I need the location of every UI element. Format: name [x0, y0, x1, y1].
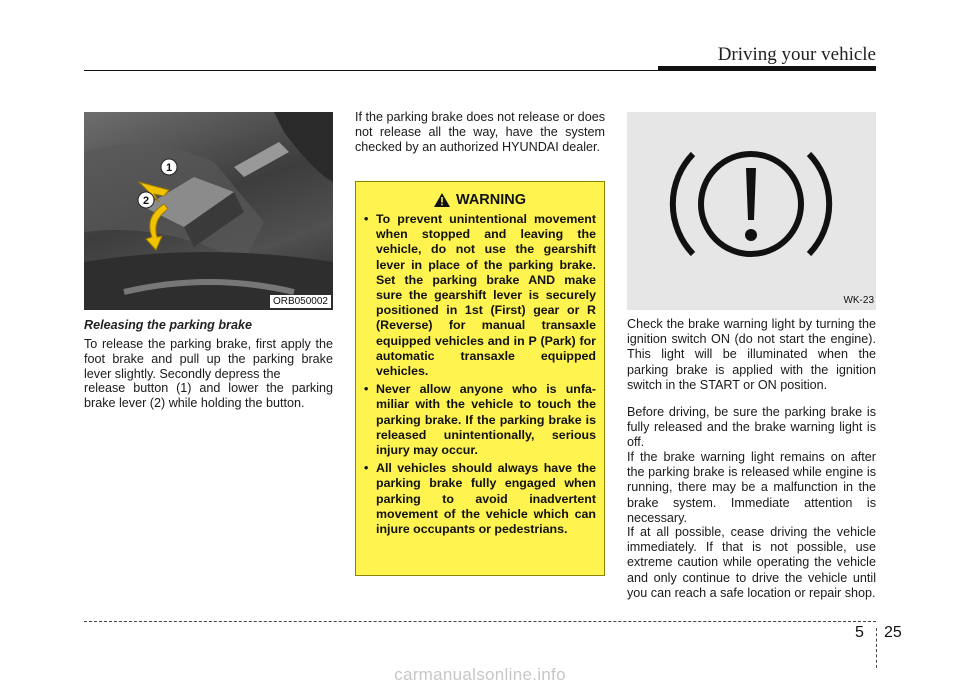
warning-item: • All vehicles should always have the parking brake fully engaged when parking to avoid inadvertent movement of the vehicle which can injure occupants or pedestrians.	[364, 461, 596, 537]
instruction-paragraph-2: release button (1) and lower the parking brake lever (2) while holding the button.	[84, 381, 333, 411]
warning-box	[355, 181, 605, 576]
parking-brake-photo	[84, 112, 333, 310]
warning-item-text: Never allow anyone who is unfamiliar with the vehicle to touch the parking brake. If the parking brake is released unintentionally, serious injury may occur.	[376, 382, 596, 458]
footer-rule	[84, 621, 876, 622]
warning-header	[364, 192, 596, 208]
figure-code: ORB050002	[270, 295, 331, 308]
callout-2-label: 2	[142, 195, 150, 207]
warning-triangle-icon	[434, 193, 450, 207]
figure-code: WK-23	[843, 295, 874, 306]
brake-warning-symbol-panel	[627, 112, 876, 310]
light-remains-paragraph: If the brake warning light remains on after the parking brake is released while engine is running, there may be a malfunction in the brake system. Immediate attention is necessary.	[627, 450, 876, 525]
cease-driving-paragraph: If at all possible, cease driving the vehicle immediately. If that is not possible, use extreme caution while operating the vehicle and only continue to drive the vehicle until you can reach a safe location or repair shop.	[627, 525, 876, 600]
warning-title: WARNING	[455, 192, 527, 208]
warning-item: • Never allow anyone who is unfamiliar with the vehicle to touch the parking brake. If the parking brake is released unintentionally, serious injury may occur.	[364, 382, 596, 458]
watermark: carmanualsonline.info	[394, 665, 566, 684]
header-rule-accent	[658, 66, 876, 71]
chapter-number: 5	[855, 624, 864, 641]
warning-item-text: All vehicles should always have the parking brake fully engaged when parking to avoid inadvertent movement of the vehicle which can injure occupants or pedestrians.	[376, 461, 596, 537]
instruction-paragraph-1: To release the parking brake, first apply the foot brake and pull up the parking brake lever slightly. Secondly depress the	[84, 337, 333, 382]
check-light-paragraph: Check the brake warning light by turning the ignition switch ON (do not start the engine). This light will be illuminated when the parking brake is applied with the ignition switch in the START or ON position.	[627, 317, 876, 392]
footer-divider	[876, 628, 877, 668]
before-driving-paragraph: Before driving, be sure the parking brake is fully released and the brake warning light is off.	[627, 405, 876, 450]
release-failure-paragraph: If the parking brake does not release or does not release all the way, have the system checked by an authorized HYUNDAI dealer.	[355, 110, 605, 155]
page-number: 25	[884, 624, 902, 641]
warning-item-text: To prevent unintentional movement when stopped and leaving the vehicle, do not use the gearshift lever in place of the parking brake. Set the parking brake AND make sure the gearshift lever is securely positioned in 1st (First) gear or R (Reverse) for manual transaxle equipped vehicles and in P (Park) for automatic transaxle equipped vehicles.	[376, 212, 596, 379]
warning-list	[364, 212, 596, 537]
callout-1-label: 1	[165, 162, 173, 174]
brake-warning-icon	[627, 112, 876, 310]
running-header-title: Driving your vehicle	[717, 44, 876, 65]
section-caption: Releasing the parking brake	[84, 318, 252, 332]
warning-item: • To prevent unintentional movement when stopped and leaving the vehicle, do not use the gearshift lever in place of the parking brake. Set the parking brake AND make sure the gearshift lever is securely positioned in 1st (First) gear or R (Reverse) for manual transaxle equipped vehicles and in P (Park) for automatic transaxle equipped vehicles.	[364, 212, 596, 379]
